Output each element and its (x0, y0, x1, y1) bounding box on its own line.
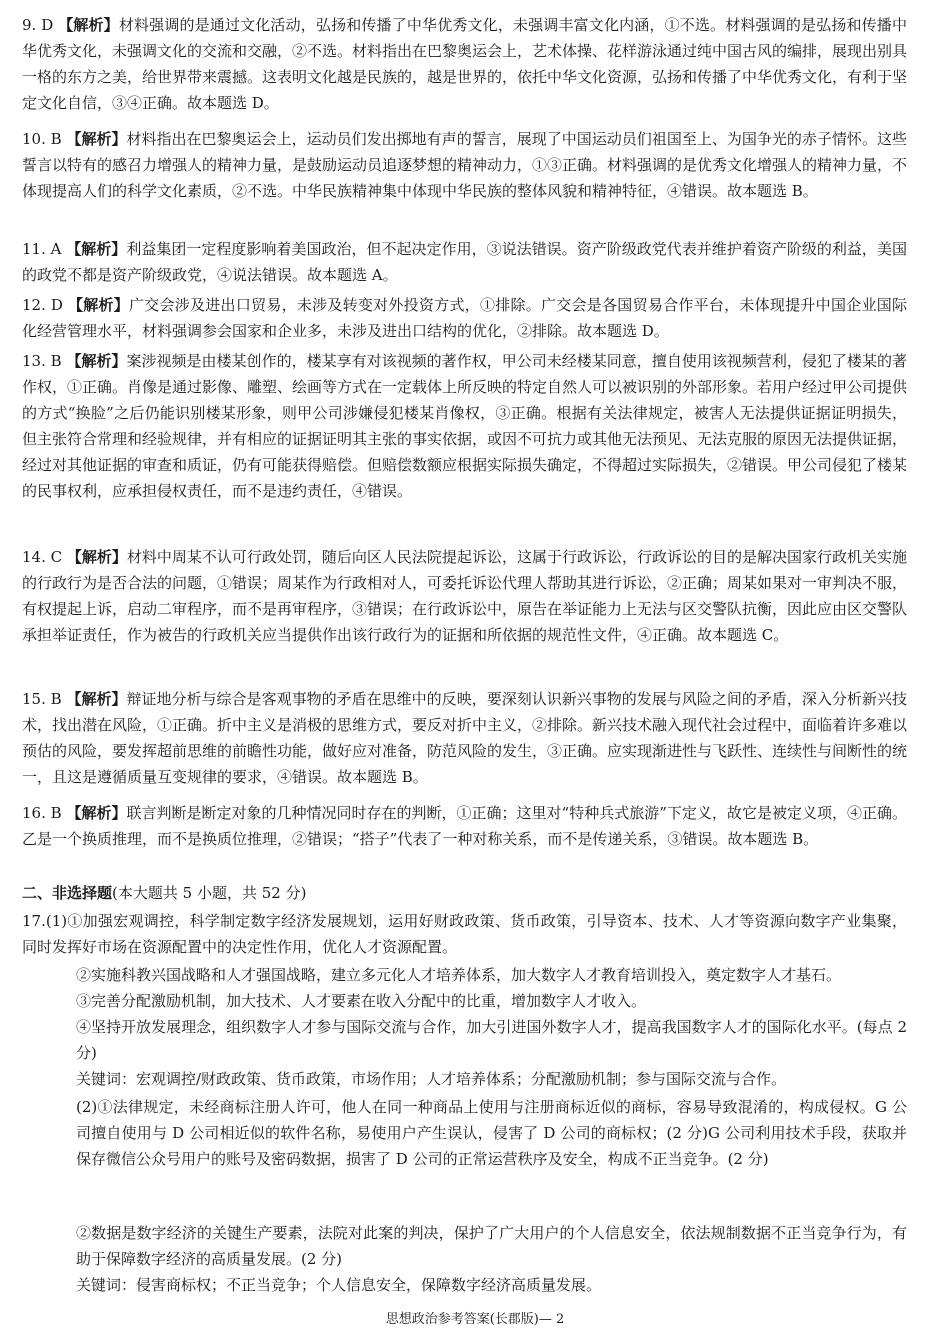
analysis-tag: 【解析】 (66, 804, 127, 822)
answer-number: 9. D (22, 16, 54, 34)
answer-11 (22, 236, 907, 288)
answer-9 (22, 12, 907, 116)
answer-17-keywords-1: 关键词：宏观调控/财政政策、货币政策，市场作用；人才培养体系；分配激励机制；参与国际交流与合作。 (76, 1070, 787, 1088)
analysis-tag: 【解析】 (66, 352, 127, 370)
answer-17-point2: ②实施科教兴国战略和人才强国战略，建立多元化人才培养体系，加大数字人才教育培训投入，奠定数字人才基石。 (76, 966, 842, 984)
answer-number: 14. C (22, 548, 63, 566)
answer-number: 12. D (22, 296, 63, 314)
answer-text: 利益集团一定程度影响着美国政治，但不起决定作用，③说法错误。资产阶级政党代表并维护着资产阶级的利益，美国的政党不都是资产阶级政党，④说法错误。故本题选 A。 (22, 240, 907, 284)
answer-text: 案涉视频是由楼某创作的，楼某享有对该视频的著作权，甲公司未经楼某同意，擅自使用该视频营利，侵犯了楼某的著作权，①正确。肖像是通过影像、雕塑、绘画等方式在一定载体上所反映的特定自然人可以被识别的外部形象。若用户经过甲公司提供的方式“换脸”之后仍能识别楼某形象，则甲公司涉嫌侵犯楼某肖像权，③正确。根据有关法律规定，被害人无法提供证据证明损失，但主张符合常理和经验规律，并有相应的证据证明其主张的事实依据，或因不可抗力或其他无法预见、无法克服的原因无法提供证据，经过对其他证据的审查和质证，仍有可能获得赔偿。但赔偿数额应根据实际损失确定，不得超过实际损失，②错误。甲公司侵犯了楼某的民事权利，应承担侵权责任，而不是违约责任，④错误。 (22, 352, 908, 500)
answer-text: 辩证地分析与综合是客观事物的矛盾在思维中的反映，要深刻认识新兴事物的发展与风险之间的矛盾，深入分析新兴技术，找出潜在风险，①正确。折中主义是消极的思维方式，要反对折中主义，②排除。新兴技术融入现代社会过程中，面临着许多难以预估的风险，要发挥超前思维的前瞻性功能，做好应对准备，防范风险的发生，③正确。应实现渐进性与飞跃性、连续性与间断性的统一，且这是遵循质量互变规律的要求，④错误。故本题选 B。 (22, 690, 908, 786)
answer-number: 11. A (22, 240, 62, 258)
section-heading (22, 880, 306, 906)
section-title: 二、非选择题 (22, 884, 113, 902)
answer-text: (1)①加强宏观调控，科学制定数字经济发展规划，运用好财政政策、货币政策，引导资本、技术、人才等资源向数字产业集聚，同时发挥好市场在资源配置中的决定性作用，优化人才资源配置。 (22, 912, 907, 956)
answer-17-keywords-2: 关键词：侵害商标权；不正当竞争；个人信息安全，保障数字经济高质量发展。 (76, 1276, 602, 1294)
answer-number: 16. B (22, 804, 62, 822)
answer-text: 材料强调的是通过文化活动，弘扬和传播了中华优秀文化，未强调丰富文化内涵，①不选。材料强调的是弘扬和传播中华优秀文化，未强调文化的交流和交融，②不选。材料指出在巴黎奥运会上，艺术体操、花样游泳通过纯中国古风的编排，展现出别具一格的东方之美，给世界带来震撼。这表明文化越是民族的，越是世界的，依托中华文化资源，弘扬和传播了中华优秀文化，有利于坚定文化自信，③④正确。故本题选 D。 (22, 16, 908, 112)
section-note: (本大题共 5 小题，共 52 分) (112, 884, 307, 902)
answer-13 (22, 348, 907, 504)
answer-number: 10. B (22, 130, 62, 148)
answer-12 (22, 292, 907, 344)
answer-17-part1 (22, 908, 907, 960)
answer-10 (22, 126, 907, 204)
answer-text: 联言判断是断定对象的几种情况同时存在的判断，①正确；这里对“特种兵式旅游”下定义，故它是被定义项，④正确。乙是一个换质推理，而不是换质位推理，②错误；“搭子”代表了一种对称关系，而不是传递关系，③错误。故本题选 B。 (22, 804, 907, 848)
analysis-tag: 【解析】 (66, 690, 127, 708)
answer-number: 17. (22, 912, 46, 930)
answer-number: 15. B (22, 690, 62, 708)
answer-17-part2: (2)①法律规定，未经商标注册人许可，他人在同一种商品上使用与注册商标近似的商标，容易导致混淆的，构成侵权。G 公司擅自使用与 D 公司相近似的软件名称，易使用户产生误认，侵害了 D 公司的商标权；(2 分)G 公司利用技术手段，获取并保存微信公众号用户的账号及密码数据，损害了 D 公司的正常运营秩序及安全，构成不正当竞争。(2 分) (76, 1098, 907, 1168)
answer-number: 13. B (22, 352, 62, 370)
analysis-tag: 【解析】 (66, 548, 127, 566)
answer-text: 材料中周某不认可行政处罚，随后向区人民法院提起诉讼，这属于行政诉讼，行政诉讼的目的是解决国家行政机关实施的行政行为是否合法的问题，①错误；周某作为行政相对人，可委托诉讼代理人帮助其进行诉讼，②正确；周某如果对一审判决不服，有权提起上诉，启动二审程序，而不是再审程序，③错误；在行政诉讼中，原告在举证能力上无法与区交警队抗衡，因此应由区交警队承担举证责任，作为被告的行政机关应当提供作出该行政行为的证据和所依据的规范性文件，④正确。故本题选 C。 (22, 548, 908, 644)
answer-15 (22, 686, 907, 790)
analysis-tag: 【解析】 (66, 130, 127, 148)
analysis-tag: 【解析】 (58, 16, 119, 34)
answer-17-part2-point2: ②数据是数字经济的关键生产要素，法院对此案的判决，保护了广大用户的个人信息安全，依法规制数据不正当竞争行为，有助于保障数字经济的高质量发展。(2 分) (76, 1224, 907, 1268)
answer-text: 材料指出在巴黎奥运会上，运动员们发出掷地有声的誓言，展现了中国运动员们祖国至上、为国争光的赤子情怀。这些誓言以特有的感召力增强人的精神力量，是鼓励运动员追逐梦想的精神动力，①③正确。材料强调的是优秀文化增强人的精神力量，不体现提高人们的科学文化素质，②不选。中华民族精神集中体现中华民族的整体风貌和精神特征，④错误。故本题选 B。 (22, 130, 908, 200)
answer-14 (22, 544, 907, 648)
answer-16 (22, 800, 907, 852)
answer-17-point4: ④坚持开放发展理念，组织数字人才参与国际交流与合作，加大引进国外数字人才，提高我国数字人才的国际化水平。(每点 2 分) (76, 1018, 907, 1062)
page-footer: 思想政治参考答案(长郡版)— 2 (385, 1312, 565, 1327)
analysis-tag: 【解析】 (67, 296, 129, 314)
answer-text: 广交会涉及进出口贸易，未涉及转变对外投资方式，①排除。广交会是各国贸易合作平台，未体现提升中国企业国际化经营管理水平，材料强调参会国家和企业多，未涉及进出口结构的优化，②排除。故本题选 D。 (22, 296, 907, 340)
answer-17-point3: ③完善分配激励机制，加大技术、人才要素在收入分配中的比重，增加数字人才收入。 (76, 992, 647, 1010)
analysis-tag: 【解析】 (66, 240, 127, 258)
